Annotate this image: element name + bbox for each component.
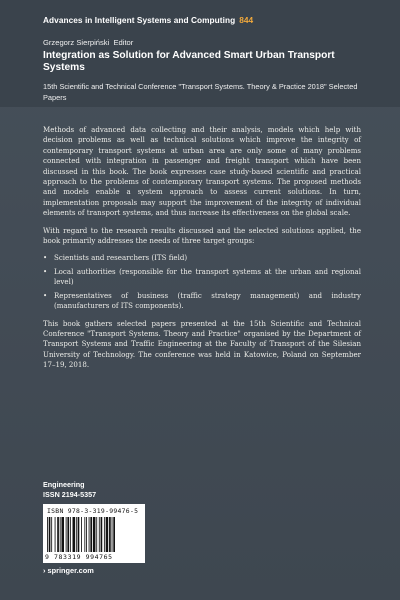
bullet-icon: • xyxy=(43,266,48,276)
editor-name: Grzegorz Sierpiński Editor xyxy=(43,38,134,47)
barcode-bar xyxy=(60,517,61,552)
barcode-bar xyxy=(93,517,96,552)
barcode-bar xyxy=(109,517,111,552)
barcode-bars xyxy=(47,517,141,552)
barcode-bar xyxy=(112,517,113,552)
barcode-bar xyxy=(73,517,76,552)
list-item xyxy=(43,291,361,312)
blurb-paragraph-1: Methods of advanced data collecting and their analysis, models which help with decision problems as well as technical solutions which improve the integrity of contemporary transport systems at urban area are only some of many problems connected with integration in passenger and freight transport which have been discussed in this book. The book expresses case study-based scientific and practical approach to the problems of contemporary transport systems. The proposed methods and models enable a system approach to assess current solutions. In turn, implementation proposals may support the improvement of the integrity of individual elements of transport systems, and thus increase its effectiveness on the global scale. xyxy=(43,125,361,218)
barcode-bar xyxy=(96,517,97,552)
book-subtitle: 15th Scientific and Technical Conference "Transport Systems. Theory & Practice 2018" Selected Papers xyxy=(43,82,358,102)
barcode-bar xyxy=(78,517,80,552)
barcode-bar xyxy=(81,517,82,552)
barcode-bar xyxy=(106,517,109,552)
bullet-icon: • xyxy=(43,290,48,300)
publisher-website: springer.com xyxy=(47,566,94,575)
barcode-bar xyxy=(86,517,87,552)
barcode-bar xyxy=(67,517,69,552)
list-item-text: Scientists and researchers (ITS field) xyxy=(54,253,188,263)
barcode-bar xyxy=(61,517,64,552)
subject-category: Engineering xyxy=(43,480,85,489)
barcode-bar xyxy=(51,517,52,552)
blurb xyxy=(43,125,361,378)
list-item-text: Local authorities (responsible for the transport systems at the urban and regional level) xyxy=(54,266,361,287)
blurb-paragraph-2: With regard to the research results discussed and the selected solutions applied, the book primarily addresses the needs of three target groups: xyxy=(43,225,361,246)
barcode-bar xyxy=(90,517,92,552)
barcode-bar xyxy=(113,517,115,552)
barcode-bar xyxy=(99,517,100,552)
publisher-link[interactable] xyxy=(43,566,94,575)
series-line xyxy=(43,15,253,25)
series-volume-number: 844 xyxy=(239,15,254,25)
blurb-paragraph-3: This book gathers selected papers presented at the 15th Scientific and Technical Conference "Transport Systems. Theory and Practice" organised by the Department of Transport Systems and Traffic Engineering at the Faculty of Transport of the Silesian University of Technology. The conference was held in Katowice, Poland on September 17–19, 2018. xyxy=(43,318,361,370)
list-item-text: Representatives of business (traffic strategy management) and industry (manufacturers of ITS components). xyxy=(54,290,361,311)
barcode xyxy=(43,504,145,563)
target-groups-list xyxy=(43,253,361,311)
book-title: Integration as Solution for Advanced Smart Urban Transport Systems xyxy=(43,50,335,74)
isbn-number: ISBN 978-3-319-99476-5 xyxy=(47,507,139,515)
barcode-bar xyxy=(57,517,59,552)
barcode-bar xyxy=(49,517,51,552)
barcode-bar xyxy=(55,517,56,552)
list-item xyxy=(43,253,361,263)
series-name: Advances in Intelligent Systems and Computing xyxy=(43,15,236,25)
chevron-right-icon: › xyxy=(43,566,46,575)
barcode-bar xyxy=(76,517,77,552)
barcode-bar xyxy=(89,517,90,552)
barcode-digits: 9 783319 994765 xyxy=(45,553,113,561)
barcode-bar xyxy=(84,517,85,552)
barcode-bar xyxy=(101,517,103,552)
barcode-bar xyxy=(66,517,67,552)
issn-number: ISSN 2194-5357 xyxy=(43,490,97,499)
barcode-bar xyxy=(47,517,48,552)
barcode-bar xyxy=(104,517,105,552)
bullet-icon: • xyxy=(43,253,48,263)
list-item xyxy=(43,267,361,288)
barcode-bar xyxy=(70,517,71,552)
